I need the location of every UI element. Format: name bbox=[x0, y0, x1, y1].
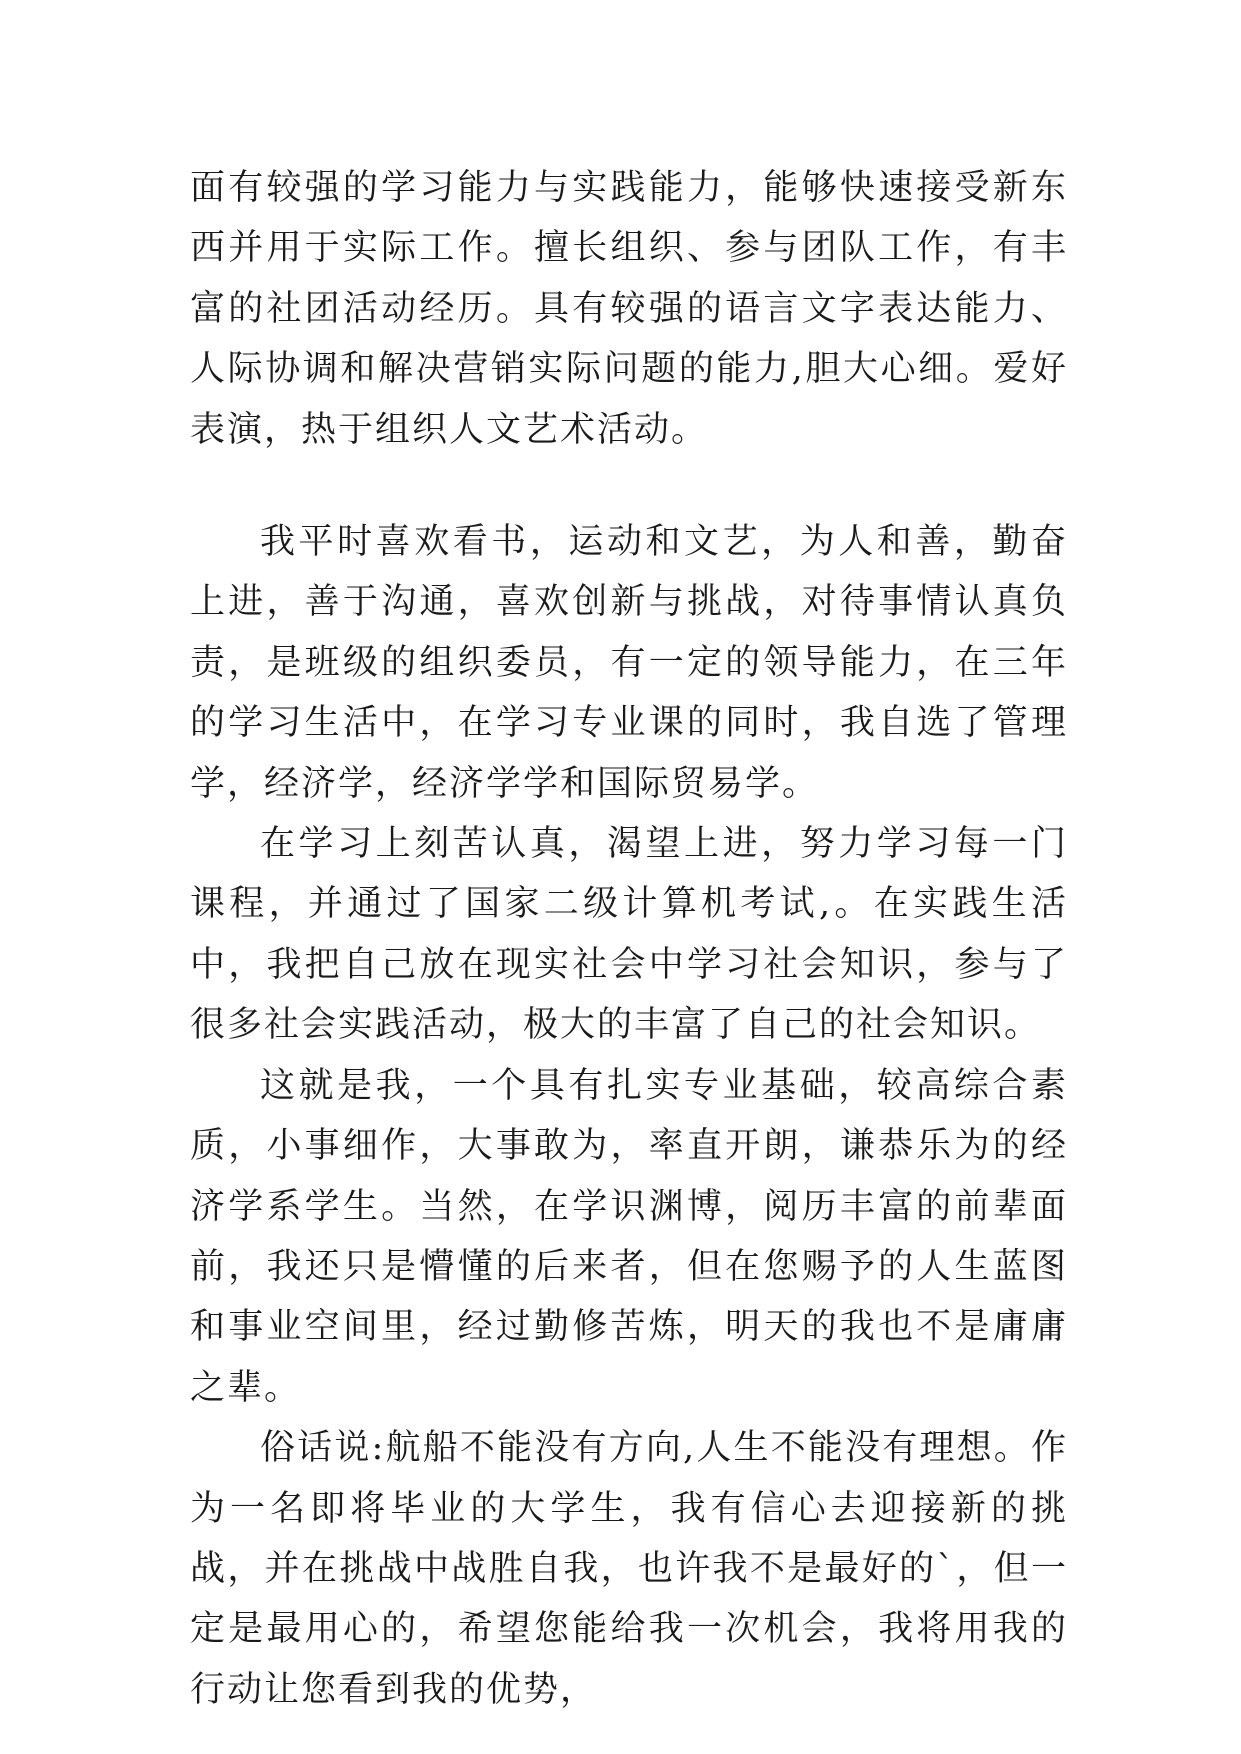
paragraph-continuation: 面有较强的学习能力与实践能力，能够快速接受新东西并用于实际工作。擅长组织、参与团队工作，有丰富的社团活动经历。具有较强的语言文字表达能力、人际协调和解决营销实际问题的能力,胆大心细。爱好表演，热于组织人文艺术活动。 bbox=[190, 168, 1068, 450]
document-body bbox=[190, 158, 1068, 1720]
paragraph-self-summary: 这就是我，一个具有扎实专业基础，较高综合素质，小事细作，大事敢为，率直开朗，谦恭乐为的经济学系学生。当然，在学识渊博，阅历丰富的前辈面前，我还只是懵懂的后来者，但在您赐予的人生蓝图和事业空间里，经过勤修苦炼，明天的我也不是庸庸之辈。 bbox=[190, 1065, 1068, 1408]
paragraph-closing: 俗话说:航船不能没有方向,人生不能没有理想。作为一名即将毕业的大学生，我有信心去迎接新的挑战，并在挑战中战胜自我，也许我不是最好的`，但一定是最用心的，希望您能给我一次机会，我将用我的行动让您看到我的优势， bbox=[190, 1428, 1068, 1710]
paragraph-study: 在学习上刻苦认真，渴望上进，努力学习每一门课程，并通过了国家二级计算机考试,。在实践生活中，我把自己放在现实社会中学习社会知识，参与了很多社会实践活动，极大的丰富了自己的社会知识。 bbox=[190, 824, 1068, 1046]
paragraph-hobbies: 我平时喜欢看书，运动和文艺，为人和善，勤奋上进，善于沟通，喜欢创新与挑战，对待事情认真负责，是班级的组织委员，有一定的领导能力，在三年的学习生活中，在学习专业课的同时，我自选了管理学，经济学，经济学学和国际贸易学。 bbox=[190, 522, 1068, 804]
